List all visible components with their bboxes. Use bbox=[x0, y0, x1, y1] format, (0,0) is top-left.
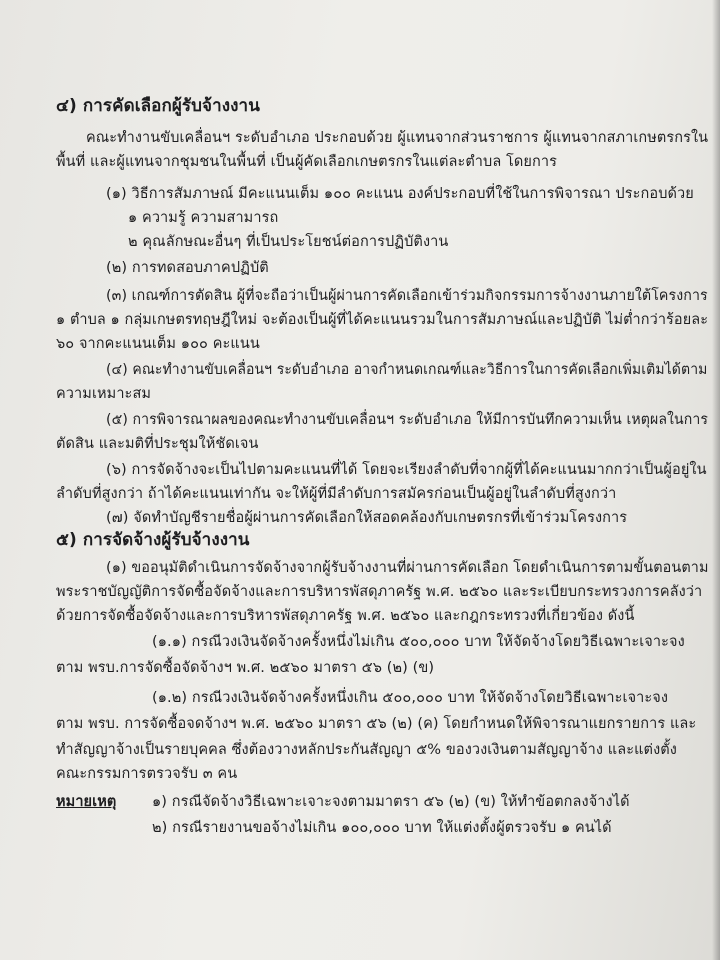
section-4-item-4-line-2: ความเหมาะสม bbox=[56, 386, 152, 402]
section-4-intro-line-2: พื้นที่ และผู้แทนจากชุมชนในพื้นที่ เป็นผู้คัดเลือกเกษตรกรในแต่ละตำบล โดยการ bbox=[56, 154, 558, 170]
section-5-item-1-2-line-3: ทำสัญญาจ้างเป็นรายบุคคล ซึ่งต้องวางหลักประกันสัญญา ๕% ของวงเงินตามสัญญาจ้าง และแต่งตั้ง bbox=[56, 742, 677, 758]
section-4-item-5-line-1: (๕) การพิจารณาผลของคณะทำงานขับเคลื่อนฯ ระดับอำเภอ ให้มีการบันทึกความเห็น เหตุผลในการ bbox=[106, 412, 709, 428]
section-5-item-1-1-line-2: ตาม พรบ.การจัดซื้อจัดจ้างฯ พ.ศ. ๒๕๖๐ มาตรา ๕๖ (๒) (ข) bbox=[56, 660, 435, 676]
section-4-item-6-line-2: ลำดับที่สูงกว่า ถ้าได้คะแนนเท่ากัน จะให้ผู้ที่มีลำดับการสมัครก่อนเป็นผู้อยู่ในลำดับที่สูงกว่า bbox=[56, 486, 617, 502]
section-4-item-2: (๒) การทดสอบภาคปฏิบัติ bbox=[106, 260, 269, 276]
section-5-item-1-line-1: (๑) ขออนุมัติดำเนินการจัดจ้างจากผู้รับจ้างงานที่ผ่านการคัดเลือก โดยดำเนินการตามขั้นตอนตาม bbox=[106, 560, 709, 576]
section-5-item-1-1-line-1: (๑.๑) กรณีวงเงินจัดจ้างครั้งหนึ่งไม่เกิน ๕๐๐,๐๐๐ บาท ให้จัดจ้างโดยวิธีเฉพาะเจาะจง bbox=[152, 634, 685, 650]
note-label: หมายเหตุ bbox=[56, 794, 117, 810]
section-4-item-4-line-1: (๔) คณะทำงานขับเคลื่อนฯ ระดับอำเภอ อาจกำหนดเกณฑ์และวิธีการในการคัดเลือกเพิ่มเติมได้ตาม bbox=[106, 362, 708, 378]
section-5-item-1-line-3: ด้วยการจัดซื้อจัดจ้างและการบริหารพัสดุภาครัฐ พ.ศ. ๒๕๖๐ และกฎกระทรวงที่เกี่ยวข้อง ดังนี้ bbox=[56, 608, 635, 624]
section-5-item-1-2-line-1: (๑.๒) กรณีวงเงินจัดจ้างครั้งหนึ่งเกิน ๕๐๐,๐๐๐ บาท ให้จัดจ้างโดยวิธีเฉพาะเจาะจง bbox=[152, 690, 669, 706]
section-5-title: ๕) การจัดจ้างผู้รับจ้างงาน bbox=[56, 530, 250, 550]
section-4-title: ๔) การคัดเลือกผู้รับจ้างงาน bbox=[56, 96, 260, 116]
section-5-item-1-line-2: พระราชบัญญัติการจัดซื้อจัดจ้างและการบริหารพัสดุภาครัฐ พ.ศ. ๒๕๖๐ และระเบียบกระทรวงการคลังว่า bbox=[56, 584, 703, 600]
section-4-intro-line-1: คณะทำงานขับเคลื่อนฯ ระดับอำเภอ ประกอบด้วย ผู้แทนจากส่วนราชการ ผู้แทนจากสภาเกษตรกรใน bbox=[86, 130, 709, 146]
section-5-item-1-2-line-2: ตาม พรบ. การจัดซื้อจดจ้างฯ พ.ศ. ๒๕๖๐ มาตรา ๕๖ (๒) (ค) โดยกำหนดให้พิจารณาแยกรายการ และ bbox=[56, 716, 697, 732]
section-4-item-3-line-3: ๖๐ จากคะแนนเต็ม ๑๐๐ คะแนน bbox=[56, 336, 260, 352]
section-5-item-1-2-line-4: คณะกรรมการตรวจรับ ๓ คน bbox=[56, 766, 238, 782]
section-4-item-1: (๑) วิธีการสัมภาษณ์ มีคะแนนเต็ม ๑๐๐ คะแนน องค์ประกอบที่ใช้ในการพิจารณา ประกอบด้วย bbox=[106, 186, 694, 202]
section-4-item-1-sub-2: ๒ คุณลักษณะอื่นๆ ที่เป็นประโยชน์ต่อการปฏิบัติงาน bbox=[128, 234, 449, 250]
section-4-item-7: (๗) จัดทำบัญชีรายชื่อผู้ผ่านการคัดเลือกให้สอดคล้องกับเกษตรกรที่เข้าร่วมโครงการ bbox=[106, 510, 628, 526]
page-shadow-edge bbox=[712, 0, 720, 960]
section-4-item-6-line-1: (๖) การจัดจ้างจะเป็นไปตามคะแนนที่ได้ โดยจะเรียงลำดับที่จากผู้ที่ได้คะแนนมากกว่าเป็นผู้อยู่ใน bbox=[106, 462, 707, 478]
section-4-item-1-sub-1: ๑ ความรู้ ความสามารถ bbox=[128, 210, 279, 226]
note-1: ๑) กรณีจัดจ้างวิธีเฉพาะเจาะจงตามมาตรา ๕๖ (๒) (ข) ให้ทำข้อตกลงจ้างได้ bbox=[152, 794, 630, 810]
section-4-item-3-line-2: ๑ ตำบล ๑ กลุ่มเกษตรทฤษฎีใหม่ จะต้องเป็นผู้ที่ได้คะแนนรวมในการสัมภาษณ์และปฏิบัติ ไม่ต่ำกว่าร้อยละ bbox=[56, 312, 709, 328]
section-4-item-5-line-2: ตัดสิน และมติที่ประชุมให้ชัดเจน bbox=[56, 436, 259, 452]
section-4-item-3-line-1: (๓) เกณฑ์การตัดสิน ผู้ที่จะถือว่าเป็นผู้ผ่านการคัดเลือกเข้าร่วมกิจกรรมการจ้างงานภายใต้โครงการ bbox=[106, 288, 708, 304]
note-2: ๒) กรณีรายงานขอจ้างไม่เกิน ๑๐๐,๐๐๐ บาท ให้แต่งตั้งผู้ตรวจรับ ๑ คนได้ bbox=[152, 820, 612, 836]
